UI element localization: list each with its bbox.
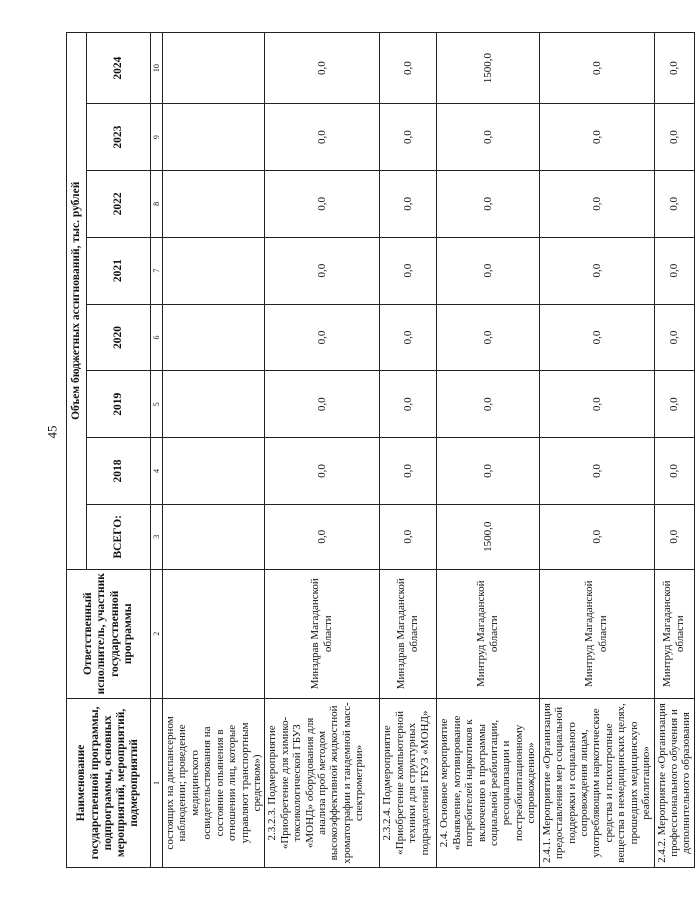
row-value: 0,0 bbox=[437, 237, 539, 304]
row-name: 2.4. Основное мероприятие «Выявление, мотивирование потребителей наркотиков к включению в программы социальной реабилитации, ресоциализации и постреабилитационному сопровождению» bbox=[437, 698, 539, 867]
row-value: 0,0 bbox=[654, 237, 694, 304]
row-name: 2.3.2.4. Подмероприятие «Приобретение компьютерной техники для структурных подразделений ГБУЗ «МОНД» bbox=[380, 698, 437, 867]
table-row bbox=[539, 33, 654, 868]
column-number: 6 bbox=[151, 304, 163, 371]
row-value bbox=[163, 304, 265, 371]
header-year: 2019 bbox=[87, 371, 151, 438]
row-value bbox=[163, 104, 265, 171]
column-number: 5 bbox=[151, 371, 163, 438]
row-value: 0,0 bbox=[654, 371, 694, 438]
column-number: 10 bbox=[151, 33, 163, 104]
column-number: 3 bbox=[151, 504, 163, 569]
header-budget-title: Объем бюджетных ассигнований, тыс. рублей bbox=[67, 33, 87, 570]
row-value: 0,0 bbox=[380, 237, 437, 304]
row-value: 0,0 bbox=[654, 438, 694, 505]
row-name: состоящих на диспансерном наблюдении; проведение медицинского освидетельствования на состояние опьянения в отношении лиц, которые управляют транспортным средством») bbox=[163, 698, 265, 867]
column-number-row bbox=[151, 33, 163, 868]
row-value: 0,0 bbox=[539, 438, 654, 505]
row-value bbox=[163, 170, 265, 237]
row-value: 0,0 bbox=[539, 304, 654, 371]
table-row bbox=[380, 33, 437, 868]
row-value: 0,0 bbox=[380, 104, 437, 171]
row-value bbox=[163, 438, 265, 505]
row-value: 0,0 bbox=[437, 371, 539, 438]
row-value: 1500,0 bbox=[437, 504, 539, 569]
row-value: 0,0 bbox=[265, 371, 380, 438]
row-value: 0,0 bbox=[437, 438, 539, 505]
column-number: 9 bbox=[151, 104, 163, 171]
header-year: 2020 bbox=[87, 304, 151, 371]
row-value: 0,0 bbox=[265, 304, 380, 371]
row-value: 0,0 bbox=[539, 33, 654, 104]
row-value: 0,0 bbox=[380, 304, 437, 371]
row-value: 0,0 bbox=[654, 504, 694, 569]
row-value: 0,0 bbox=[654, 33, 694, 104]
row-value: 0,0 bbox=[437, 304, 539, 371]
table-row bbox=[265, 33, 380, 868]
row-value bbox=[163, 371, 265, 438]
table-row bbox=[654, 33, 694, 868]
header-total: ВСЕГО: bbox=[87, 504, 151, 569]
row-value: 0,0 bbox=[539, 104, 654, 171]
row-value: 0,0 bbox=[654, 170, 694, 237]
row-value: 0,0 bbox=[437, 170, 539, 237]
table-row bbox=[437, 33, 539, 868]
header-name: Наименование государственной программы, подпрограммы, основных мероприятий, мероприятий, подмероприятий bbox=[67, 698, 151, 867]
row-value: 0,0 bbox=[654, 104, 694, 171]
header-year: 2024 bbox=[87, 33, 151, 104]
header-executor: Ответственный исполнитель, участник государственной программы bbox=[67, 569, 151, 698]
row-value: 0,0 bbox=[265, 504, 380, 569]
row-value bbox=[163, 33, 265, 104]
page-number: 45 bbox=[44, 425, 60, 439]
row-value: 0,0 bbox=[265, 237, 380, 304]
column-number: 8 bbox=[151, 170, 163, 237]
row-value: 0,0 bbox=[654, 304, 694, 371]
header-year: 2018 bbox=[87, 438, 151, 505]
row-executor: Минтруд Магаданской области bbox=[654, 569, 694, 698]
row-value: 0,0 bbox=[380, 371, 437, 438]
rotated-page-container bbox=[66, 32, 693, 868]
row-executor: Минздрав Магаданской области bbox=[265, 569, 380, 698]
budget-table bbox=[66, 32, 695, 868]
row-value: 0,0 bbox=[380, 170, 437, 237]
row-value: 0,0 bbox=[380, 33, 437, 104]
row-value: 0,0 bbox=[539, 237, 654, 304]
header-year: 2023 bbox=[87, 104, 151, 171]
row-value bbox=[163, 237, 265, 304]
row-executor: Минтруд Магаданской области bbox=[539, 569, 654, 698]
row-value: 0,0 bbox=[539, 504, 654, 569]
column-number: 4 bbox=[151, 438, 163, 505]
row-executor bbox=[163, 569, 265, 698]
row-value: 0,0 bbox=[380, 504, 437, 569]
table-row bbox=[163, 33, 265, 868]
row-name: 2.4.1. Мероприятие «Организация предоставления мер социальной поддержки и социального сопровождения лицам, употребляющим наркотические средства и психотропные вещества в немедицинских целях, прошедших медицинскую реабилитацию» bbox=[539, 698, 654, 867]
row-value: 0,0 bbox=[539, 371, 654, 438]
row-value: 0,0 bbox=[265, 170, 380, 237]
row-value bbox=[163, 504, 265, 569]
row-value: 0,0 bbox=[265, 104, 380, 171]
row-executor: Минтруд Магаданской области bbox=[437, 569, 539, 698]
row-name: 2.4.2. Мероприятие «Организация профессионального обучения и дополнительного образования bbox=[654, 698, 694, 867]
row-value: 0,0 bbox=[265, 33, 380, 104]
row-value: 0,0 bbox=[539, 170, 654, 237]
column-number: 2 bbox=[151, 569, 163, 698]
row-value: 0,0 bbox=[437, 104, 539, 171]
row-executor: Минздрав Магаданской области bbox=[380, 569, 437, 698]
header-year: 2022 bbox=[87, 170, 151, 237]
row-value: 1500,0 bbox=[437, 33, 539, 104]
row-value: 0,0 bbox=[380, 438, 437, 505]
row-value: 0,0 bbox=[265, 438, 380, 505]
row-name: 2.3.2.3. Подмероприятие «Приобретение для химико-токсикологической ГБУЗ «МОНД» оборудования для анализа проб методом высокоэффективной жидкостной хроматографии и тандемной масс-спектрометрии» bbox=[265, 698, 380, 867]
column-number: 7 bbox=[151, 237, 163, 304]
header-year: 2021 bbox=[87, 237, 151, 304]
budget-table-rotated bbox=[66, 32, 693, 868]
column-number: 1 bbox=[151, 698, 163, 867]
